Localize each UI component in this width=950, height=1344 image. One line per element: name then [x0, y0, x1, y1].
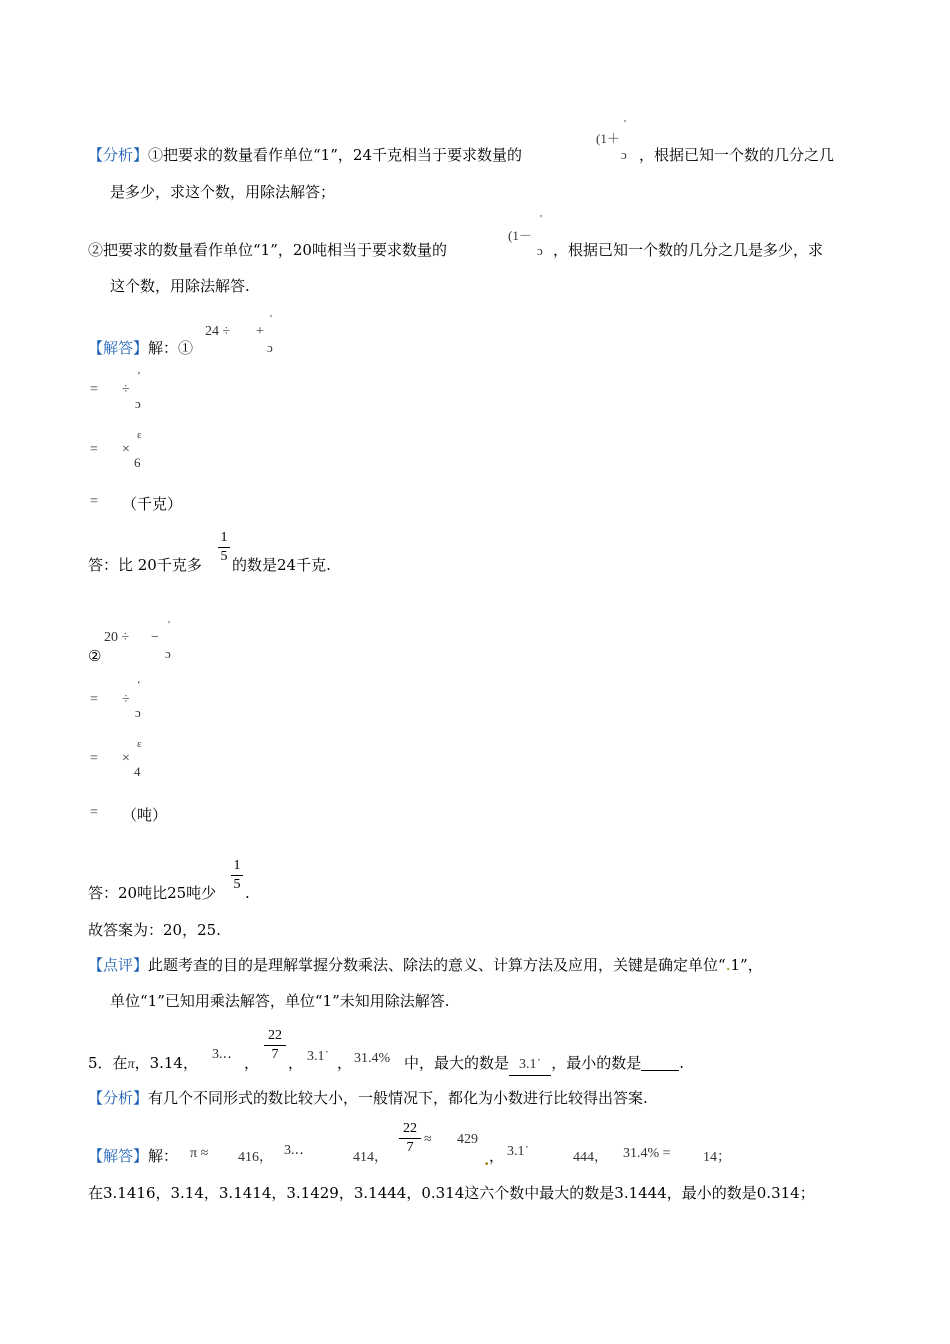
q5-s-414: 414， — [353, 1150, 388, 1165]
s1-op-2: × — [122, 442, 130, 457]
s1-den: ɔ — [267, 340, 273, 355]
q5-end: . — [679, 1054, 684, 1072]
q5-s-comma: ， — [489, 1147, 505, 1165]
s2-minus: − — [151, 630, 159, 645]
q5-s-dot: . — [484, 1151, 490, 1169]
q5-blank-smallest — [641, 1053, 679, 1071]
answer-1-frac-num: 1 — [220, 530, 228, 545]
analysis-text-2: ②把要求的数量看作单位“1”，20吨相当于要求数量的 — [88, 241, 447, 259]
q5-s-approx: ≈ — [424, 1132, 432, 1147]
q5-pi: π — [127, 1057, 135, 1072]
s2-num-1: ʻ — [137, 679, 141, 691]
answer-2-frac-bar — [231, 875, 243, 876]
s2-num-2: ɛ — [137, 738, 142, 750]
answer-2-a: 答：20吨比25吨少 — [88, 884, 217, 902]
s1-eq-2: = — [90, 442, 98, 457]
s2-den-2: 4 — [134, 764, 141, 779]
frag-den-1: ɔ — [621, 147, 627, 162]
q5-s-frac-bar — [399, 1138, 421, 1139]
frag-paren-2: (1－ — [508, 228, 532, 243]
frag-tick-1: ' — [624, 118, 626, 130]
s1-eq-1: = — [90, 382, 98, 397]
final-answer: 故答案为：20，25. — [88, 921, 221, 939]
s1-tick: ' — [270, 313, 272, 325]
s2-expr: 20 ÷ — [104, 630, 130, 645]
comment-text-1: 此题考查的目的是理解掌握分数乘法、除法的意义、计算方法及应用，关键是确定单位“ — [148, 956, 726, 974]
q5-s-rep1: 3.‥ — [284, 1143, 304, 1158]
q5-conclusion: 在3.1416，3.14，3.1414，3.1429，3.1444，0.314这六个数中最大的数是3.1444，最小的数是0.314； — [88, 1184, 815, 1202]
comment-text-1-tail: 1”， — [730, 956, 763, 974]
q5-analysis-text: 有几个不同形式的数比较大小，一般情况下，都化为小数进行比较得出答案. — [148, 1089, 648, 1107]
q5-s-429: 429 — [457, 1132, 478, 1147]
s1-den-2: 6 — [134, 455, 141, 470]
q5-frac-bar — [264, 1045, 286, 1046]
solution-line — [88, 338, 193, 358]
s1-op-1: ÷ — [122, 382, 130, 397]
q5-comma-1: ， — [134, 1054, 150, 1072]
answer-2-b: . — [245, 884, 250, 902]
answer-1-fraction — [218, 530, 230, 565]
answer-1-frac-den: 5 — [220, 549, 228, 564]
comment-tag: 【点评】 — [88, 956, 149, 974]
analysis-line-4: 这个数，用除法解答. — [110, 277, 250, 295]
s2-eq-3: = — [90, 805, 98, 820]
q5-solution-tag: 【解答】 — [88, 1147, 149, 1165]
q5-analysis-tag: 【分析】 — [88, 1089, 149, 1107]
answer-1-b: 的数是24千克. — [232, 556, 331, 574]
s1-num-1: ʼ — [137, 370, 141, 382]
q5-pct: 31.4% — [354, 1051, 391, 1066]
frag-paren-1: (1＋ — [596, 131, 620, 146]
comment-dot: . — [725, 956, 731, 974]
q5-question-tail — [404, 1053, 684, 1076]
q5-analysis — [88, 1088, 648, 1108]
q5-s-pi: π ≈ — [190, 1146, 209, 1161]
q5-line — [88, 1053, 198, 1075]
q5-314: 3.14， — [149, 1054, 198, 1072]
analysis-tag: 【分析】 — [88, 146, 149, 164]
analysis-text-2-tail: ，根据已知一个数的几分之几是多少，求 — [553, 241, 824, 259]
s2-eq-2: = — [90, 751, 98, 766]
frag-tick-2: ' — [540, 213, 542, 225]
s1-unit: （千克） — [122, 495, 183, 513]
s2-eq-1: = — [90, 692, 98, 707]
s2-op-1: ÷ — [122, 692, 130, 707]
solution-label: 解：① — [148, 339, 194, 357]
answer-2-frac-den: 5 — [233, 877, 241, 892]
analysis-text-1: ①把要求的数量看作单位“1”，24千克相当于要求数量的 — [148, 146, 522, 164]
q5-blank-largest: 3.1˙ — [509, 1055, 551, 1076]
analysis-text-1-tail: ，根据已知一个数的几分之几 — [639, 146, 835, 164]
q5-s-frac-den: 7 — [406, 1140, 414, 1155]
s2-label: ② — [88, 647, 102, 665]
analysis-line-2: 是多少，求这个数，用除法解答； — [110, 183, 336, 201]
q5-solution-label: 解： — [148, 1147, 179, 1165]
q5-comma-4: ， — [337, 1054, 353, 1072]
q5-start: 5．在 — [88, 1054, 128, 1072]
s1-den-1: ɔ — [135, 396, 141, 411]
q5-rep2: 3.1˙ — [307, 1049, 330, 1064]
answer-2-fraction — [231, 858, 243, 893]
analysis-line-1 — [88, 145, 522, 165]
answer-1-a: 答：比 20千克多 — [88, 556, 202, 574]
s1-plus: + — [256, 324, 264, 339]
s2-den-1: ɔ — [135, 705, 141, 720]
q5-s-frac-num: 22 — [403, 1121, 417, 1136]
answer-2-frac-num: 1 — [233, 858, 241, 873]
comment-line-2: 单位“1”已知用乘法解答，单位“1”未知用除法解答. — [110, 992, 450, 1010]
s2-unit: （吨） — [122, 806, 168, 824]
solution-tag: 【解答】 — [88, 339, 149, 357]
q5-mid-2: ，最小的数是 — [551, 1054, 642, 1072]
answer-1-frac-bar — [218, 547, 230, 548]
s1-num-2: ɛ — [137, 429, 142, 441]
q5-solution-line — [88, 1146, 178, 1166]
q5-frac-num: 22 — [268, 1028, 282, 1043]
comment-line-1 — [88, 955, 763, 975]
q5-s-14: 14； — [703, 1150, 731, 1165]
q5-comma-3: ， — [288, 1054, 304, 1072]
s2-op-2: × — [122, 751, 130, 766]
s2-tick: ' — [168, 619, 170, 631]
q5-mid: 中，最大的数是 — [404, 1054, 510, 1072]
s2-den: ɔ — [165, 646, 171, 661]
s1-eq-3: = — [90, 494, 98, 509]
q5-s-rep2: 3.1˙ — [507, 1144, 530, 1159]
q5-comma-2: ， — [244, 1054, 260, 1072]
q5-rep1: 3.‥ — [212, 1047, 232, 1062]
q5-s-fraction — [399, 1121, 421, 1156]
q5-frac-den: 7 — [271, 1047, 279, 1062]
q5-fraction — [264, 1028, 286, 1063]
frag-den-2: ɔ — [537, 243, 543, 258]
s1-expr: 24 ÷ — [205, 324, 231, 339]
q5-s-pct: 31.4% = — [623, 1146, 671, 1161]
q5-s-444: 444， — [573, 1150, 608, 1165]
q5-s-416: 416， — [238, 1150, 273, 1165]
